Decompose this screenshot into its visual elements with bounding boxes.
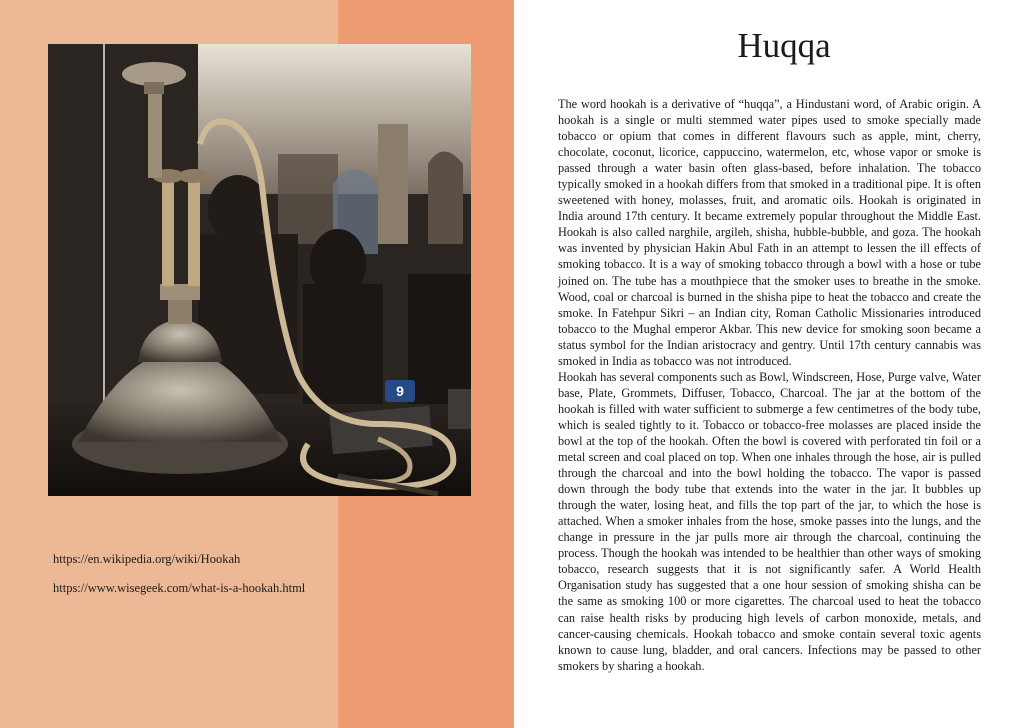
- page-title: Huqqa: [737, 26, 831, 65]
- paragraph-components: Hookah has several components such as Bowl, Windscreen, Hose, Purge valve, Water base, Plate, Grommets, Diffuser, Tobacco, Charcoal. The jar at the bottom of the hookah is filled with water sufficient to submerge a few centimetres of the body tube, which is sealed tightly to it. Tobacco or tobacco-free molasses are placed inside the bowl at the top of the hookah. Often the bowl is covered with perforated tin foil or a metal screen and coal placed on top. When one inhales through the hose, air is pulled through the charcoal and into the bowl holding the tobacco. The vapor is passed down through the body tube that extends into the water in the jar. It bubbles up through the water, losing heat, and fills the top part of the jar, to which the hose is attached. When a smoker inhales from the hose, smoke passes into the lungs, and the change in pressure in the jar pulls more air through the charcoal, continuing the process. Though the hookah was intended to be healthier than other ways of smoking tobacco, research suggests that it is not significantly safer. A World Health Organisation study has suggested that a one hour session of smoking shisha can be the same as smoking 100 or more cigarettes. The charcoal used to heat the tobacco can raise health risks by producing high levels of carbon monoxide, metals, and cancer-causing chemicals. Hookah tobacco and smoke contain several toxic agents known to cause lung, bladder, and oral cancers. Infections may be passed to other smokers by sharing a hookah.: [558, 369, 981, 673]
- reference-link-wisegeek[interactable]: https://www.wisegeek.com/what-is-a-hookah.html: [53, 581, 306, 595]
- paragraph-history: The word hookah is a derivative of “huqqa”, a Hindustani word, of Arabic origin. A hookah is a single or multi stemmed water pipes used to smoke specially made tobacco or opium that comes in different flavours such as apple, mint, cherry, chocolate, coconut, licorice, cappuccino, watermelon, etc, whose vapor or smoke is passed through a water basin often glass-based, before inhalation. The tobacco typically smoked in a hookah differs from that smoked in a traditional pipe. It is often sweetened with honey, molasses, fruit, and aromatic oils. Hookah is originated in India around 17th century. It became extremely popular throughout the Middle East. Hookah is also called narghile, argileh, shisha, hubble-bubble, and goza. The hookah was invented by physician Hakin Abul Fath in an attempt to lessen the ill effects of smoking tobacco. It is a way of smoking tobacco through a bowl with a hose or tube joined on. The tube has a mouthpiece that the smoker uses to breathe in the smoke. Wood, coal or charcoal is burned in the shisha pipe to heat the tobacco and create the smoke. In Fatehpur Sikri – an Indian city, Roman Catholic Missionaries introduced tobacco to the Mughal emperor Akbar. This new device for smoking soon became a status symbol for the Indian aristocracy and gentry. Until 17th century cannabis was smoked in India as tobacco was not introduced.: [558, 97, 981, 368]
- right-page: [514, 0, 1023, 728]
- reference-links: [53, 545, 373, 603]
- hookah-photo: [48, 44, 471, 496]
- article-body: [558, 96, 981, 674]
- plaque-number: 9: [396, 383, 404, 399]
- reference-link-wikipedia[interactable]: https://en.wikipedia.org/wiki/Hookah: [53, 552, 241, 566]
